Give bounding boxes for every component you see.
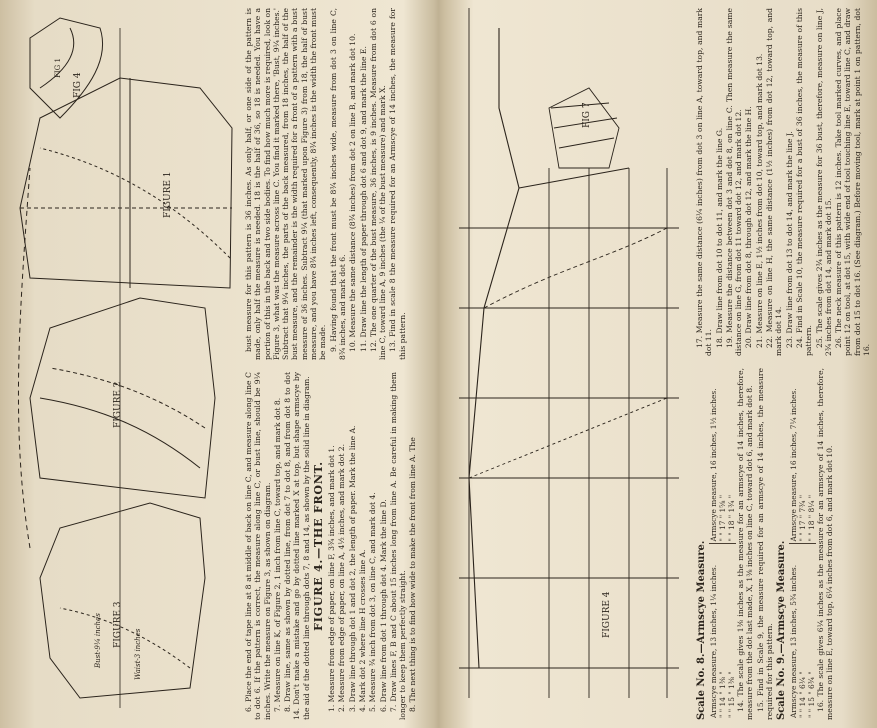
paragraph: 9. Having found that the front must be 8¾ inches wide, measure from dot 3 on line C, 8¾ inches, and mark dot 6. <box>328 8 347 360</box>
step: 26. The neck measure of this pattern is 12 inches. Take tool marked curves, and place point 12 on tool, at dot 15, with wide end of tool touching line E, toward line C, and draw from dot 15 to dot 16. (See diagram.) Before moving tool, mark at point 1 on pattern, dot 16. <box>834 8 872 356</box>
scale9-heading: Scale No. 9.—Armscye Measure. <box>776 540 788 720</box>
right-page-content <box>439 0 877 728</box>
fig2-label: FIGURE 2 <box>113 381 123 428</box>
table-cell: " " 14 " 1⅜ " <box>718 544 727 720</box>
paragraph: bust measure for this pattern is 36 inches. As only half, or one side of the pattern is made, only half the measure is needed. 18 is the half of 36, so 18 is needed. You have a portion of this in the back and two side bodies. To find how much more is required, look on Figure 3, what was the measure across line C. You find it marked there, 'Bust, 9¼ inches.' Subtract that 9¼ inches, the parts of the back measured, from 18 inches, the half of the bust measure, and the remainder is the width required for a front of a pattern with a bust measure of 36 inches. Subtract 9¼ (that marked upon Figure 3) from 18, the half of bust measure, and you have 8¾ inches left, consequently, 8¾ inches is the width the front must be made. <box>244 8 328 360</box>
table-cell: " " 14 " 6¼ " <box>798 544 807 720</box>
left-text-column <box>244 372 419 720</box>
table-cell: " " 17 " 1⅝ " <box>718 494 727 542</box>
left-page <box>0 0 438 728</box>
step: 25. The scale gives 2¾ inches as the measure for 36 bust, therefore, measure on line J, 2¾ inches from dot 14, and mark dot 15. <box>814 8 833 356</box>
scale9-table <box>789 368 816 720</box>
fig4-right-label: FIGURE 4 <box>602 591 612 638</box>
table-cell: " " 18 " 8¼ " <box>807 494 817 542</box>
waist-note: Waist-3 inches <box>134 628 142 680</box>
table-cell: " " 18 " 1¾ " <box>727 494 736 542</box>
steps-column <box>695 8 872 356</box>
right-diagram-figure-4 <box>439 0 689 728</box>
front-step: 1. Measure from edge of paper, on line F, 3¾ inches, and mark dot 1. <box>327 445 337 712</box>
paragraph: 15. Find in Scale 9, the measure required for an armscye of 14 inches, the measure required for this pattern. <box>755 368 774 720</box>
table-cell: Armscye measure, 13 inches, 5¾ inches. <box>789 544 798 720</box>
table-row <box>727 368 736 720</box>
table-row <box>807 368 816 720</box>
step: 23. Draw line from dot 13 to dot 14, and mark the line J. <box>784 131 794 348</box>
step: 19. Measure the distance between dot 3 and dot 8, on line C. Then measure the same distance on line G, from dot 11 toward dot 12, and mark dot 12. <box>724 8 744 356</box>
paragraph: 6. Place the end of tape line at 8 at middle of back on line C, and measure along line C to dot 6. If the pattern is correct, the measure along line C, or bust line, should be 9¼ inches. Write the measure on Figure 3, as shown on diagram. <box>244 372 272 720</box>
front-step: 4. Mark dot 2 where line H crosses line A. <box>357 549 367 712</box>
front-step: 3. Draw line through dot 1 and dot 2, the length of paper. Mark the line A. <box>347 425 357 712</box>
step: 22. Measure on line H, the same distance (1½ inches) from dot 12, toward top, and mark dot 14. <box>765 8 784 356</box>
table-row <box>709 368 718 720</box>
front-heading: FIGURE 4.—THE FRONT. <box>312 461 326 631</box>
scales-column <box>695 368 836 720</box>
table-row <box>798 368 807 720</box>
front-step: 6. Draw line from dot 1 through dot 4. Mark the line D. <box>378 499 388 712</box>
step: 18. Draw line from dot 10 to dot 11, and mark the line G. <box>714 127 724 348</box>
paragraph: 7. Measure on line K, of Figure 2, 1 inch from line C, toward top, and mark dot 8. <box>272 397 282 712</box>
paragraph: 11. Draw line the length of paper through dot 6 and dot 9, and mark the line E. <box>358 46 368 352</box>
table-cell: " " 15 " 6¾ " <box>807 544 816 720</box>
step: 20. Draw line from dot 8, through dot 12, and mark the line H. <box>744 106 754 348</box>
step: 21. Measure on line E, 1½ inches from dot 10, toward top, and mark dot 13. <box>754 53 764 348</box>
paragraph: 10. Measure the same distance (8¾ inches) from dot 2 on line B, and mark dot 10. <box>348 33 358 352</box>
bust-note: Bust-9¼ inches <box>94 613 102 668</box>
scale8-table <box>709 368 736 720</box>
paragraph: 14. The scale gives 1⅜ inches as the measure for an armscye of 14 inches, therefore, measure from the dot last made, X, 1⅜ inches on line C, toward dot 6, and mark dot 8. <box>736 368 755 720</box>
step: 24. Find in Scale 10, the measure required for a bust of 36 inches, the measure of this pattern. <box>794 8 814 356</box>
right-page <box>439 0 877 728</box>
scale8-heading: Scale No. 8.—Armscye Measure. <box>696 540 707 720</box>
table-cell: " " 15 " 1⅜ " <box>727 544 736 720</box>
fig3-label: FIGURE 3 <box>113 601 123 648</box>
fig1-label: FIGURE 1 <box>163 171 173 218</box>
table-cell: Armscye measure, 13 inches, 1¼ inches. <box>709 544 718 720</box>
table-cell: Armscye measure, 16 inches, 7¼ inches. <box>789 388 799 542</box>
paragraph: 16. The scale gives 6¼ inches as the measure for an armscye of 14 inches, therefore, measure on line E, toward top, 6¼ inches from dot 6, and mark dot 10. <box>816 368 835 720</box>
front-step: 5. Measure ¾ inch from dot 3, on line C, and mark dot 4. <box>368 492 378 712</box>
table-cell: " " 17 " 7¾ " <box>798 494 808 542</box>
front-step: 8. The next thing is to find how wide to make the front from line A. The <box>408 437 418 712</box>
left-diagram-figures-1-2-3-4 <box>0 0 240 728</box>
right-text-column <box>244 8 408 360</box>
table-row <box>718 368 727 720</box>
paragraph: 12. The one quarter of the bust measure, 36 inches, is 9 inches. Measure from dot 6 on line C, toward line A, 9 inches (the ¼ of the bust measure) and mark X. <box>368 8 388 360</box>
fig4-label: FIG 4 <box>73 72 83 98</box>
step: 17. Measure the same distance (6¼ inches) from dot 3 on line A, toward top, and mark dot 11. <box>695 8 714 356</box>
paragraph: 13. Find in scale 8 the measure required for an Armscye of 14 inches, the measure for this pattern. <box>388 8 407 360</box>
table-row <box>789 368 798 720</box>
paragraph: 8. Draw line, same as shown by dotted line, from dot 7 to dot 8, and from dot 8 to dot 14. Don't make a mistake and go by dotted line marked X at top, but shape armscye by the aid of the dotted line through dots 7, 8 and 14, as shown by the solid line in diagram. <box>283 372 311 720</box>
table-cell: Armscye measure, 16 inches, 1½ inches. <box>709 388 718 542</box>
front-step: 7. Draw lines F, B and C about 15 inches long from line A. Be careful in making them longer to keep them perfectly straight. <box>388 372 408 720</box>
front-step: 2. Measure from edge of paper, on line A, 4½ inches, and mark dot 2. <box>337 443 347 712</box>
fig1-small-label: FIG 1 <box>54 58 62 78</box>
left-page-content <box>0 0 438 728</box>
fig7-label: FIG 7 <box>582 102 592 128</box>
